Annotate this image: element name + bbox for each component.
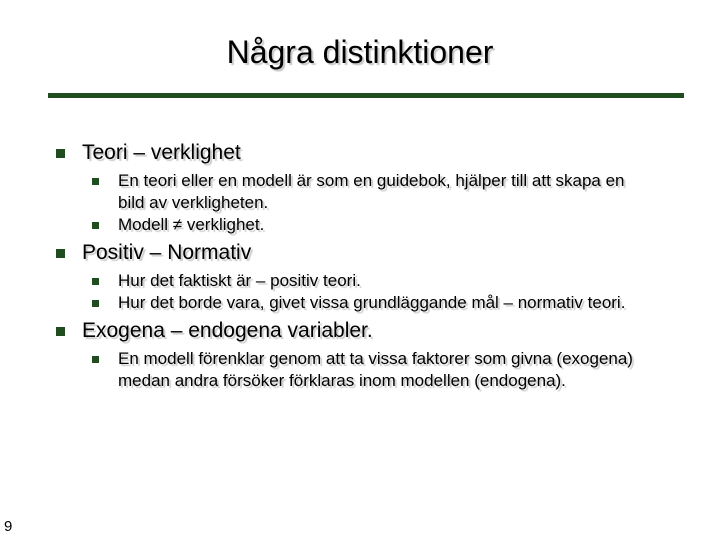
square-bullet-icon: [56, 327, 65, 336]
square-bullet-icon: [92, 222, 99, 229]
bullet-list: [52, 139, 652, 395]
sub-bullet: [52, 170, 652, 214]
bullet-heading: Positiv – Normativ: [82, 241, 252, 264]
sub-bullet-text: En teori eller en modell är som en guidebok, hjälper till att skapa en bild av verkligheten.: [118, 171, 625, 212]
square-bullet-icon: [92, 356, 99, 363]
sub-bullet: [52, 214, 652, 236]
sub-bullet: [52, 270, 652, 292]
sub-bullet: [52, 292, 652, 314]
bullet-heading: Teori – verklighet: [82, 141, 241, 164]
sub-bullet-text: Modell ≠ verklighet.: [118, 215, 265, 234]
square-bullet-icon: [92, 278, 99, 285]
bullet-exogena-endogena: [52, 317, 652, 345]
sub-bullet-text: Hur det borde vara, givet vissa grundläggande mål – normativ teori.: [118, 293, 626, 312]
sub-bullet-text: En modell förenklar genom att ta vissa faktorer som givna (exogena) medan andra försöker förklaras inom modellen (endogena).: [118, 349, 633, 390]
sub-bullet: [52, 348, 652, 392]
square-bullet-icon: [92, 300, 99, 307]
bullet-heading: Exogena – endogena variabler.: [82, 319, 373, 342]
slide-number: 9: [4, 518, 13, 535]
bullet-teori-verklighet: [52, 139, 652, 167]
title-divider: [48, 93, 684, 98]
square-bullet-icon: [56, 249, 65, 258]
bullet-positiv-normativ: [52, 239, 652, 267]
sub-bullet-text: Hur det faktiskt är – positiv teori.: [118, 271, 361, 290]
square-bullet-icon: [92, 178, 99, 185]
square-bullet-icon: [56, 149, 65, 158]
slide-title: Några distinktioner: [226, 34, 494, 70]
